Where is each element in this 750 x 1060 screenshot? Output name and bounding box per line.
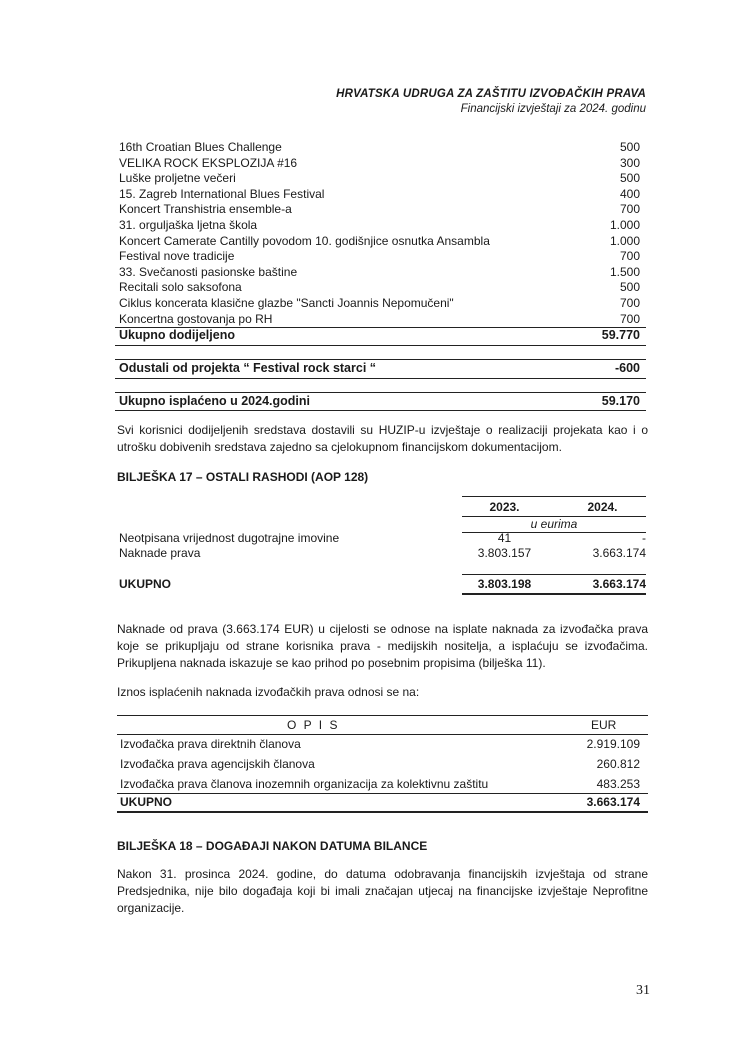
project-name: 16th Croatian Blues Challenge [119, 140, 282, 154]
col-desc-header: O P I S [287, 718, 340, 732]
project-amount: 700 [619, 202, 640, 217]
project-amount: 400 [619, 186, 640, 201]
payouts-header-row [117, 715, 648, 735]
paid-value: 59.170 [601, 394, 640, 408]
payout-value: 2.919.109 [586, 737, 640, 751]
project-amount: 300 [619, 155, 640, 170]
payout-value: 260.812 [596, 757, 640, 771]
row-label: Naknade prava [119, 546, 201, 560]
col-eur-header: EUR [591, 718, 617, 732]
row-value-2023: 3.803.157 [477, 546, 532, 560]
allocated-total-row [119, 328, 640, 342]
project-amount: 500 [619, 140, 640, 154]
payouts-total-label: UKUPNO [120, 795, 173, 809]
payout-value: 483.253 [596, 777, 640, 791]
note17-heading: BILJEŠKA 17 – OSTALI RASHODI (AOP 128) [117, 470, 369, 484]
project-amount: 700 [619, 295, 640, 310]
unit-label: u eurima [530, 517, 578, 531]
project-amount: 700 [619, 311, 640, 326]
withdrawn-value: -600 [614, 361, 640, 375]
divider [462, 574, 646, 575]
project-row [119, 202, 640, 218]
paid-label: Ukupno isplaćeno u 2024.godini [119, 394, 311, 408]
project-amount: 1.000 [609, 217, 640, 232]
withdrawn-label: Odustali od projekta “ Festival rock starci “ [119, 361, 377, 375]
divider [115, 392, 646, 393]
project-row [119, 171, 640, 187]
payout-row [117, 774, 648, 794]
total-label: UKUPNO [119, 577, 172, 591]
col-2023-header: 2023. [489, 500, 520, 514]
project-row [119, 296, 640, 312]
divider [115, 410, 646, 411]
divider [462, 593, 646, 595]
project-name: Koncert Camerate Cantilly povodom 10. godišnjice osnutka Ansambla [119, 233, 490, 248]
row-value-2023: 41 [497, 531, 512, 545]
row-label: Neotpisana vrijednost dugotrajne imovine [119, 531, 340, 545]
payout-label: Izvođačka prava agencijskih članova [120, 757, 315, 771]
project-row [119, 280, 640, 296]
payouts-total-row [117, 792, 648, 812]
payout-row [117, 754, 648, 774]
project-row [119, 140, 640, 156]
paragraph-reports: Svi korisnici dodijeljenih sredstava dostavili su HUZIP-u izvještaje o realizaciji projekata kao i o utrošku dobivenih sredstava zajedno sa cjelokupnom financijskom dokumentacijom. [117, 423, 648, 454]
project-row [119, 312, 640, 328]
project-row [119, 156, 640, 172]
project-name: Koncert Transhistria ensemble-a [119, 202, 292, 217]
payouts-total-value: 3.663.174 [586, 795, 640, 809]
divider [115, 345, 646, 346]
row-value-2024: 3.663.174 [592, 546, 646, 560]
total-2024: 3.663.174 [592, 577, 646, 591]
payout-row [117, 734, 648, 754]
paragraph-payouts-intro: Iznos isplaćenih naknada izvođačkih prava odnosi se na: [117, 685, 420, 699]
project-amount: 1.000 [609, 233, 640, 248]
project-amount: 700 [619, 249, 640, 264]
page-number: 31 [636, 983, 650, 998]
total-2023: 3.803.198 [477, 577, 532, 591]
project-amount: 500 [619, 280, 640, 295]
header-org: HRVATSKA UDRUGA ZA ZAŠTITU IZVOĐAČKIH PRAVA [336, 88, 646, 100]
divider [115, 378, 646, 379]
project-name: Ciklus koncerata klasične glazbe "Sancti Joannis Nepomučeni" [119, 295, 454, 310]
divider [462, 496, 646, 497]
divider [117, 811, 648, 813]
withdrawn-row [119, 361, 640, 375]
project-name: Koncertna gostovanja po RH [119, 311, 273, 326]
project-row [119, 234, 640, 250]
payout-label: Izvođačka prava članova inozemnih organizacija za kolektivnu zaštitu [120, 777, 489, 791]
divider [115, 359, 646, 360]
project-amount: 500 [619, 171, 640, 186]
paid-total-row [119, 394, 640, 408]
project-name: 31. orguljaška ljetna škola [119, 217, 258, 232]
project-name: Luške proljetne večeri [119, 171, 236, 186]
project-name: Recitali solo saksofona [119, 280, 242, 295]
project-row [119, 265, 640, 281]
payout-label: Izvođačka prava direktnih članova [120, 737, 301, 751]
project-amount: 1.500 [609, 264, 640, 279]
project-name: VELIKA ROCK EKSPLOZIJA #16 [119, 155, 298, 170]
header-subtitle: Financijski izvještaji za 2024. godinu [460, 103, 646, 115]
project-row [119, 218, 640, 234]
allocated-value: 59.770 [601, 328, 640, 342]
project-name: Festival nove tradicije [119, 249, 235, 264]
note18-text: Nakon 31. prosinca 2024. godine, do datuma odobravanja financijskih izvještaja od strane Predsjednika, nije bilo događaja koji bi imali značajan utjecaj na financijske izvještaje Neprofitne organizacije. [117, 867, 648, 915]
note18-heading: BILJEŠKA 18 – DOGAĐAJI NAKON DATUMA BILANCE [117, 839, 428, 853]
project-row [119, 187, 640, 203]
project-list [119, 140, 640, 327]
paragraph-fees: Naknade od prava (3.663.174 EUR) u cijelosti se odnose na isplate naknada za izvođačka prava koje se prikupljaju od strane korisnika prava - medijskih nositelja, a isplaćuju se izvođačima. Prikupljena naknada iskazuje se kao prihod po posebnim propisima (bilješka 11). [117, 622, 648, 670]
allocated-label: Ukupno dodijeljeno [119, 328, 235, 342]
col-2024-header: 2024. [587, 500, 618, 514]
project-name: 33. Svečanosti pasionske baštine [119, 264, 298, 279]
project-name: 15. Zagreb International Blues Festival [119, 186, 325, 201]
row-value-2024: - [642, 531, 646, 545]
project-row [119, 249, 640, 265]
